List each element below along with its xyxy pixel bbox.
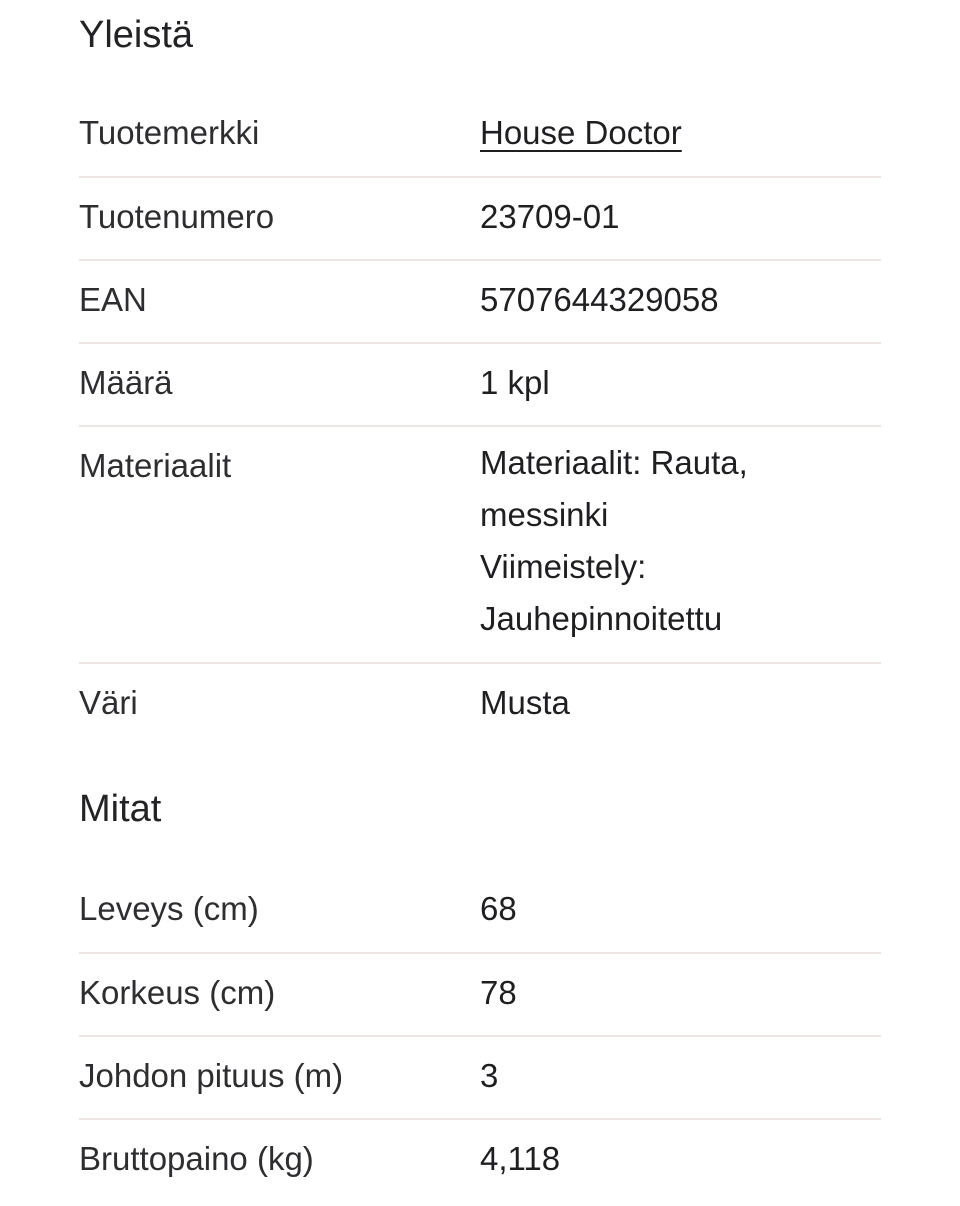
spec-value: 78: [480, 974, 517, 1011]
spec-label: Leveys (cm): [79, 890, 259, 927]
spec-value: 5707644329058: [480, 281, 719, 318]
spec-row-brand: [79, 94, 881, 178]
spec-value: 4,118: [480, 1140, 561, 1177]
spec-row-materials: [79, 427, 881, 664]
section-heading-dimensions: Mitat: [79, 788, 162, 830]
finish-line: Jauhepinnoitettu: [480, 600, 723, 637]
dimensions-spec-table: [79, 870, 881, 1203]
spec-row-gross-weight: [79, 1120, 881, 1203]
spec-label: Materiaalit: [79, 447, 232, 484]
spec-row-height: [79, 954, 881, 1037]
spec-label: Väri: [79, 684, 138, 721]
materials-line: messinki: [480, 496, 609, 533]
spec-row-quantity: [79, 344, 881, 427]
spec-value: 68: [480, 890, 517, 927]
spec-label: Johdon pituus (m): [79, 1057, 344, 1094]
spec-value: [480, 94, 881, 176]
spec-row-width: [79, 870, 881, 954]
spec-row-product-number: [79, 178, 881, 261]
section-heading-general: Yleistä: [79, 14, 194, 56]
brand-link[interactable]: House Doctor: [480, 114, 682, 151]
spec-label: Korkeus (cm): [79, 974, 276, 1011]
general-spec-table: [79, 94, 881, 747]
spec-value: [480, 427, 881, 662]
spec-value: 23709-01: [480, 198, 620, 235]
spec-value: 3: [480, 1057, 499, 1094]
finish-line: Viimeistely:: [480, 548, 647, 585]
spec-row-color: [79, 664, 881, 747]
spec-label: EAN: [79, 281, 147, 318]
spec-label: Tuotenumero: [79, 198, 275, 235]
spec-label: Tuotemerkki: [79, 114, 260, 151]
materials-line: Materiaalit: Rauta,: [480, 444, 748, 481]
spec-value: Musta: [480, 684, 570, 721]
spec-label: Bruttopaino (kg): [79, 1140, 314, 1177]
spec-row-cord-length: [79, 1037, 881, 1120]
spec-label: Määrä: [79, 364, 173, 401]
spec-value: 1 kpl: [480, 364, 550, 401]
spec-row-ean: [79, 261, 881, 344]
